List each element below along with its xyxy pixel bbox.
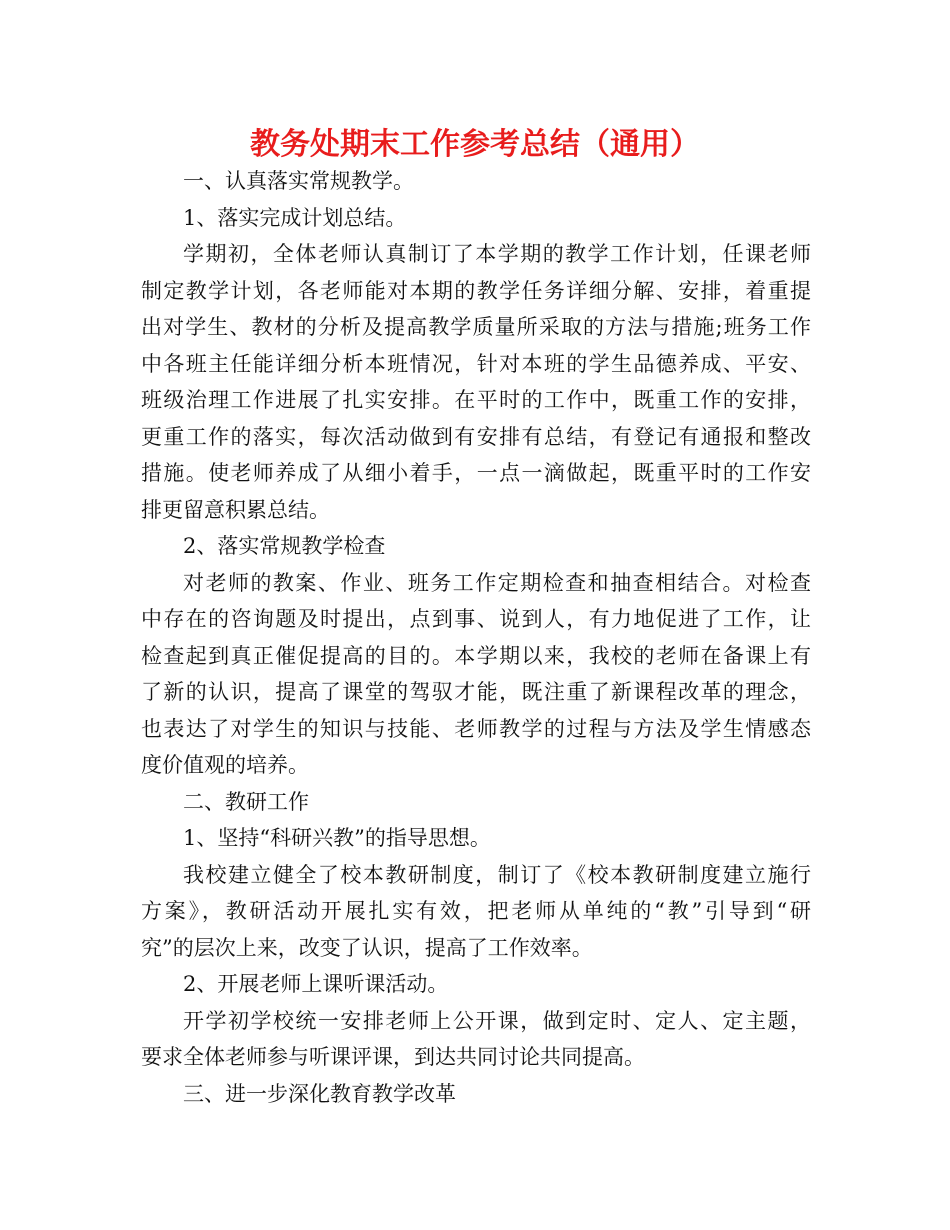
- document-title: 教务处期末工作参考总结（通用）: [250, 127, 700, 162]
- paragraph-line: 了新的认识，提高了课堂的驾驭才能，既注重了新课程改革的理念，: [141, 680, 811, 704]
- paragraph-line: 度价值观的培养。: [141, 753, 309, 777]
- paragraph-line: 更重工作的落实，每次活动做到有安排有总结，有登记有通报和整改: [141, 424, 811, 449]
- paragraph: [141, 1003, 811, 1076]
- paragraph-line: 2、落实常规教学检查: [183, 534, 386, 558]
- paragraph-line: 中各班主任能详细分析本班情况，针对本班的学生品德养成、平安、: [141, 351, 811, 376]
- paragraph-line: 中存在的咨询题及时提出，点到事、说到人，有力地促进了工作，让: [141, 607, 811, 631]
- paragraph-line: 对老师的教案、作业、班务工作定期检查和抽查相结合。对检查: [183, 570, 811, 595]
- paragraph-line: 要求全体老师参与听课评课，到达共同讨论共同提高。: [141, 1045, 645, 1069]
- paragraph-line: 学期初，全体老师认真制订了本学期的教学工作计划，任课老师: [183, 242, 811, 266]
- paragraph-line: 方案》，教研活动开展扎实有效，把老师从单纯的“教”引导到“研: [141, 899, 811, 923]
- paragraph: [141, 784, 811, 821]
- paragraph: [141, 236, 811, 528]
- paragraph: [141, 820, 811, 857]
- paragraph-line: 我校建立健全了校本教研制度，制订了《校本教研制度建立施行: [183, 862, 811, 887]
- paragraph-line: 排更留意积累总结。: [141, 497, 330, 522]
- paragraph-line: 出对学生、教材的分析及提高教学质量所采取的方法与措施;班务工作: [141, 315, 811, 339]
- paragraph-line: 措施。使老师养成了从细小着手，一点一滴做起，既重平时的工作安: [141, 461, 811, 485]
- paragraph: [141, 857, 811, 967]
- paragraph-line: 班级治理工作进展了扎实安排。在平时的工作中，既重工作的安排，: [141, 388, 811, 412]
- paragraph-line: 二、教研工作: [183, 789, 309, 814]
- paragraph-line: 开学初学校统一安排老师上公开课，做到定时、定人、定主题，: [183, 1008, 811, 1033]
- paragraph: [141, 966, 811, 1003]
- paragraph: [141, 528, 811, 565]
- document-body: [141, 163, 811, 1112]
- paragraph-line: 一、认真落实常规教学。: [183, 169, 414, 193]
- paragraph-line: 三、进一步深化教育教学改革: [183, 1081, 456, 1106]
- paragraph: [141, 565, 811, 784]
- paragraph-line: 检查起到真正催促提高的目的。本学期以来，我校的老师在备课上有: [141, 643, 811, 668]
- paragraph-line: 1、落实完成计划总结。: [183, 205, 407, 230]
- paragraph: [141, 163, 811, 200]
- paragraph-line: 也表达了对学生的知识与技能、老师教学的过程与方法及学生情感态: [141, 716, 811, 741]
- paragraph: [141, 200, 811, 237]
- paragraph: [141, 1076, 811, 1113]
- paragraph-line: 制定教学计划，各老师能对本期的教学任务详细分解、安排，着重提: [141, 278, 811, 303]
- paragraph-line: 1、坚持“科研兴教”的指导思想。: [183, 826, 491, 850]
- paragraph-line: 究”的层次上来，改变了认识，提高了工作效率。: [141, 935, 593, 960]
- paragraph-line: 2、开展老师上课听课活动。: [183, 972, 449, 996]
